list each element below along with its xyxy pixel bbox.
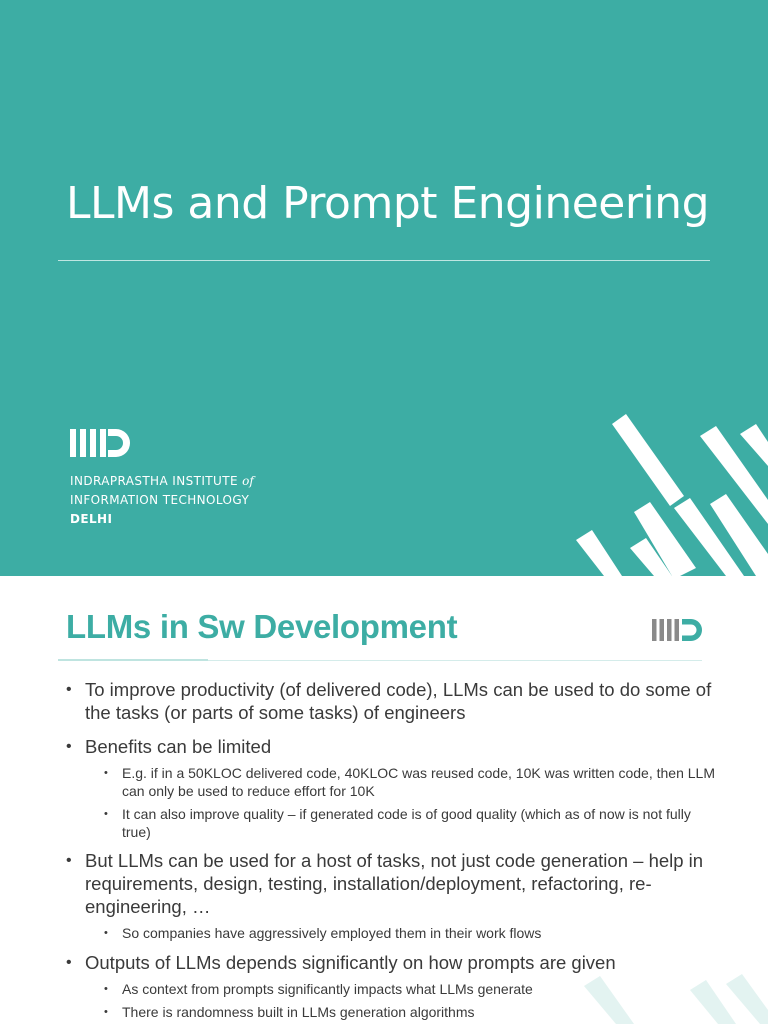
institute-logo bbox=[70, 428, 254, 526]
sub-bullet-item: • As context from prompts significantly impacts what LLMs generate bbox=[66, 981, 716, 999]
bullet-item: • Benefits can be limited bbox=[66, 735, 716, 758]
sub-bullet-item: • E.g. if in a 50KLOC delivered code, 40KLOC was reused code, 10K was written code, then LLM can only be used to reduce effort for 10K bbox=[66, 765, 716, 800]
bullet-item: • Outputs of LLMs depends significantly on how prompts are given bbox=[66, 951, 716, 974]
sub-bullet-item: • There is randomness built in LLMs generation algorithms bbox=[66, 1004, 716, 1022]
bullet-item: • To improve productivity (of delivered code), LLMs can be used to do some of the tasks (or parts of some tasks) of engineers bbox=[66, 678, 716, 724]
title-divider bbox=[58, 260, 710, 261]
decorative-stripes bbox=[560, 400, 768, 576]
content-divider-accent bbox=[58, 659, 208, 661]
decorative-stripes-faint bbox=[560, 960, 768, 1024]
institute-name-line3: DELHI bbox=[70, 512, 113, 526]
sub-bullet-item: • So companies have aggressively employed them in their work flows bbox=[66, 925, 716, 943]
bullet-item: • But LLMs can be used for a host of tasks, not just code generation – help in requirements, design, testing, installation/deployment, refactoring, re-engineering, … bbox=[66, 849, 716, 918]
content-slide bbox=[0, 576, 768, 1024]
iiitd-logo-icon bbox=[70, 428, 132, 458]
institute-name-line2: INFORMATION TECHNOLOGY bbox=[70, 493, 250, 507]
iiitd-logo-small-icon bbox=[652, 618, 704, 642]
content-title: LLMs in Sw Development bbox=[66, 608, 458, 645]
slide-title: LLMs and Prompt Engineering bbox=[66, 178, 709, 229]
sub-bullet-item: • It can also improve quality – if generated code is of good quality (which as of now is not fully true) bbox=[66, 806, 716, 841]
institute-name-line1: INDRAPRASTHA INSTITUTE of bbox=[70, 474, 254, 488]
